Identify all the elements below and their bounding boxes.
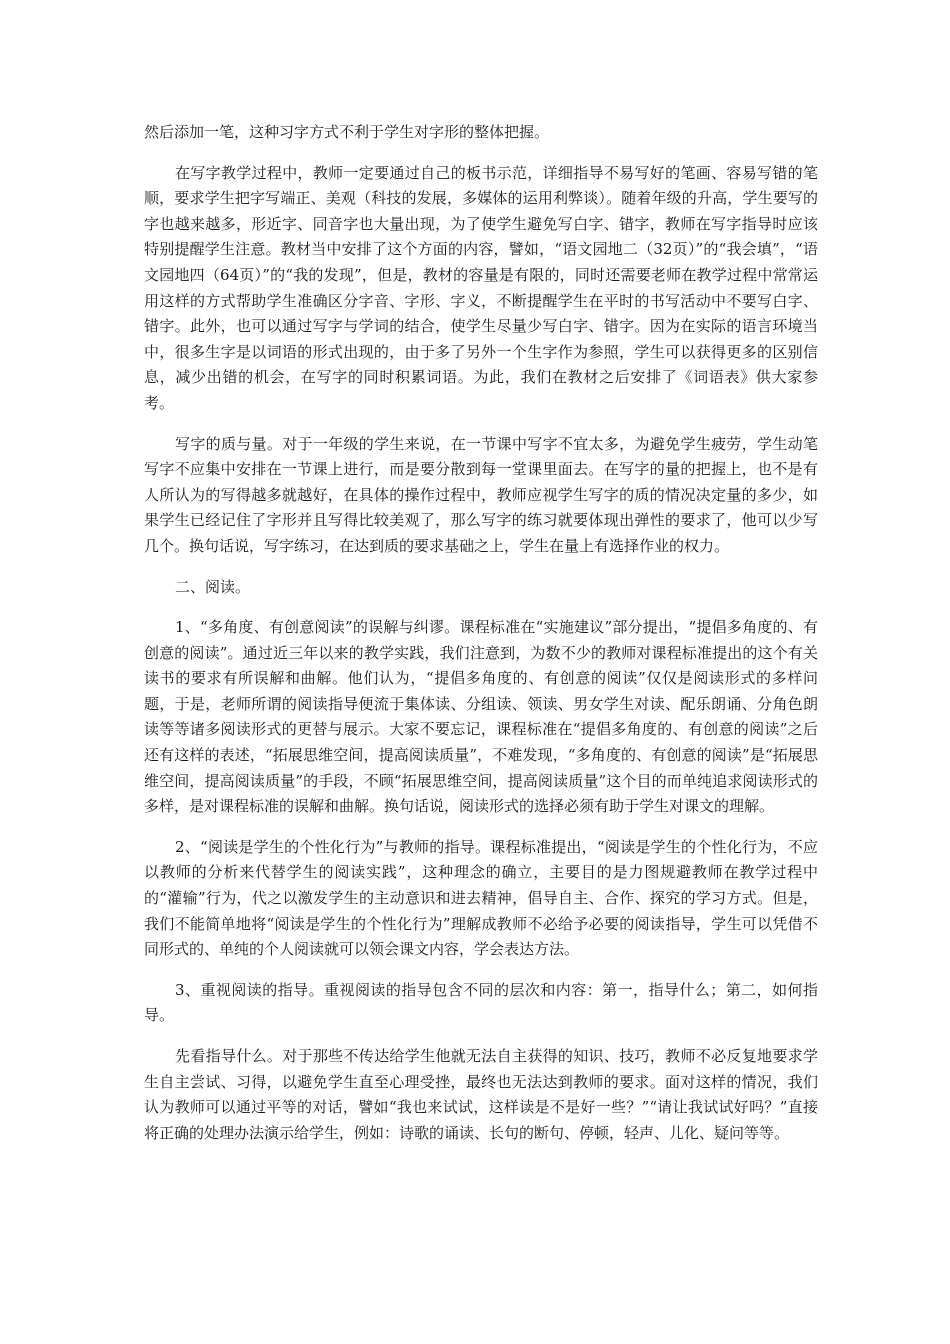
paragraph-what-to-guide: 先看指导什么。对于那些不传达给学生他就无法自主获得的知识、技巧，教师不必反复地要求学生自主尝试、习得，以避免学生直至心理受挫，最终也无法达到教师的要求。面对这样的情况，我们认为教师可以通过平等的对话，譬如“我也来试试，这样读是不是好一些？”“请让我试试好吗？”直接将正确的处理办法演示给学生，例如：诗歌的诵读、长句的断句、停顿，轻声、儿化、疑问等等。 <box>144 1047 818 1142</box>
paragraph-writing-guidance: 在写字教学过程中，教师一定要通过自己的板书示范，详细指导不易写好的笔画、容易写错的笔顺，要求学生把字写端正、美观（科技的发展，多媒体的运用利弊谈）。随着年级的升高，学生要写的字也越来越多，形近字、同音字也大量出现，为了使学生避免写白字、错字，教师在写字指导时应该特别提醒学生注意。教材当中安排了这个方面的内容，譬如，“语文园地二（32页）”的“我会填”，“语文园地四（64页）”的“我的发现”，但是，教材的容量是有限的，同时还需要老师在教学过程中常常运用这样的方式帮助学生准确区分字音、字形、字义，不断提醒学生在平时的书写活动中不要写白字、错字。此外，也可以通过写字与学词的结合，使学生尽量少写白字、错字。因为在实际的语言环境当中，很多生字是以词语的形式出现的，由于多了另外一个生字作为参照，学生可以获得更多的区别信息，减少出错的机会，在写字的同时积累词语。为此，我们在教材之后安排了《词语表》供大家参考。 <box>144 163 818 412</box>
paragraph-reading-point-2: 2、“阅读是学生的个性化行为”与教师的指导。课程标准提出，“阅读是学生的个性化行为，不应以教师的分析来代替学生的阅读实践”，这种理念的确立，主要目的是力图规避教师在教学过程中的“灌输”行为，代之以激发学生的主动意识和进去精神，倡导自主、合作、探究的学习方式。但是，我们不能简单地将“阅读是学生的个性化行为”理解成教师不必给予必要的阅读指导，学生可以凭借不同形式的、单纯的个人阅读就可以领会课文内容，学会表达方法。 <box>144 837 818 959</box>
section-heading-reading: 二、阅读。 <box>175 577 251 596</box>
paragraph-reading-point-1: 1、“多角度、有创意阅读”的误解与纠谬。课程标准在“实施建议”部分提出，“提倡多角度的、有创意的阅读”。通过近三年以来的教学实践，我们注意到，为数不少的教师对课程标准提出的这个有关读书的要求有所误解和曲解。他们认为，“提倡多角度的、有创意的阅读”仅仅是阅读形式的多样问题，于是，老师所谓的阅读指导便流于集体读、分组读、领读、男女学生对读、配乐朗诵、分角色朗读等等诸多阅读形式的更替与展示。大家不要忘记，课程标准在“提倡多角度的、有创意的阅读”之后还有这样的表述，“拓展思维空间，提高阅读质量”，不难发现，“多角度的、有创意的阅读”是“拓展思维空间，提高阅读质量”的手段，不顾“拓展思维空间，提高阅读质量”这个目的而单纯追求阅读形式的多样，是对课程标准的误解和曲解。换句话说，阅读形式的选择必须有助于学生对课文的理解。 <box>144 618 818 816</box>
paragraph-reading-point-3: 3、重视阅读的指导。重视阅读的指导包含不同的层次和内容：第一，指导什么；第二，如何指导。 <box>144 980 818 1025</box>
paragraph-writing-quality-quantity: 写字的质与量。对于一年级的学生来说，在一节课中写字不宜太多，为避免学生疲劳，学生动笔写字不应集中安排在一节课上进行，而是要分散到每一堂课里面去。在写字的量的把握上，也不是有人所认为的写得越多就越好，在具体的操作过程中，教师应视学生写字的质的情况决定量的多少，如果学生已经记住了字形并且写得比较美观了，那么写字的练习就要体现出弹性的要求了，他可以少写几个。换句话说，写字练习，在达到质的要求基础之上，学生在量上有选择作业的权力。 <box>144 434 818 555</box>
paragraph-continuation: 然后添加一笔，这种习字方式不利于学生对字形的整体把握。 <box>144 123 550 141</box>
